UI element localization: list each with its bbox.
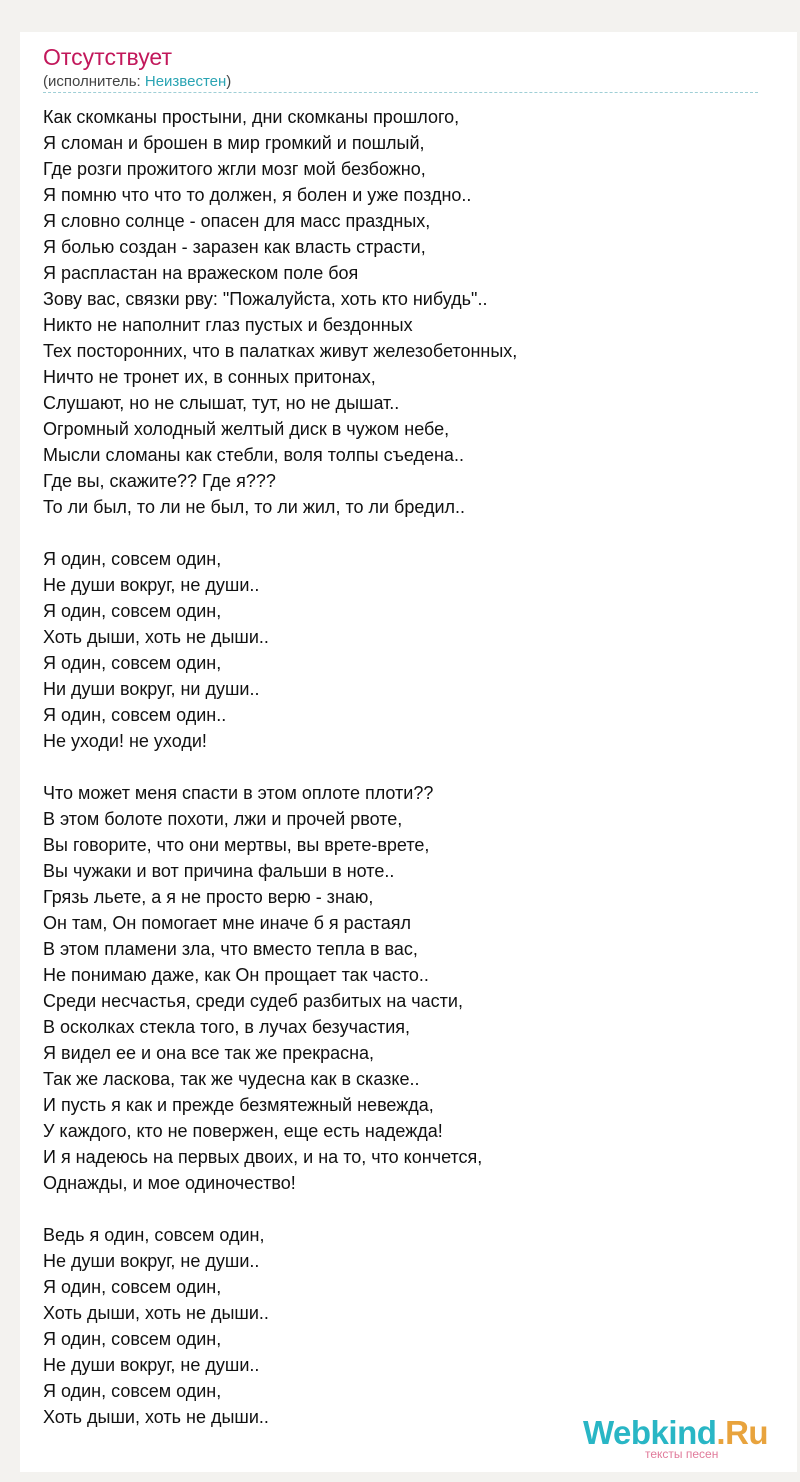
logo-brand: Webkind — [583, 1414, 717, 1451]
song-title: Отсутствует — [43, 44, 172, 70]
lyric-line: Не уходи! не уходи! — [43, 731, 207, 751]
lyric-line: Тех посторонних, что в палатках живут железобетонных, — [43, 341, 518, 361]
lyrics-stanza — [43, 546, 763, 754]
lyric-line: Я один, совсем один, — [43, 601, 222, 621]
lyric-line: Я один, совсем один, — [43, 549, 222, 569]
lyric-line: И я надеюсь на первых двоих, и на то, что кончется, — [43, 1147, 483, 1167]
logo-tagline: тексты песен — [645, 1447, 719, 1461]
lyric-line: У каждого, кто не повержен, еще есть надежда! — [43, 1121, 443, 1141]
lyric-line: Где розги прожитого жгли мозг мой безбожно, — [43, 159, 426, 179]
lyric-line: Мысли сломаны как стебли, воля толпы съедена.. — [43, 445, 464, 465]
lyric-line: Однажды, и мое одиночество! — [43, 1173, 296, 1193]
artist-link[interactable]: Неизвестен — [144, 73, 227, 90]
artist-prefix: (исполнитель: — [43, 73, 145, 90]
lyric-line: Я помню что что то должен, я болен и уже поздно.. — [43, 185, 472, 205]
lyric-line: Хоть дыши, хоть не дыши.. — [43, 1407, 269, 1427]
lyric-line: Он там, Он помогает мне иначе б я растаял — [43, 913, 412, 933]
lyric-line: Хоть дыши, хоть не дыши.. — [43, 627, 269, 647]
lyric-line: Среди несчастья, среди судеб разбитых на части, — [43, 991, 463, 1011]
lyric-line: И пусть я как и прежде безмятежный невежда, — [43, 1095, 434, 1115]
lyric-line: Не души вокруг, не души.. — [43, 575, 260, 595]
lyric-line: Не понимаю даже, как Он прощает так часто.. — [43, 965, 429, 985]
lyric-line: Грязь льете, а я не просто верю - знаю, — [43, 887, 374, 907]
lyric-line: Ведь я один, совсем один, — [43, 1225, 265, 1245]
webkind-logo — [583, 1413, 783, 1461]
lyric-line: Я один, совсем один, — [43, 1381, 222, 1401]
lyric-line: Что может меня спасти в этом оплоте плоти?? — [43, 783, 434, 803]
lyric-line: Я один, совсем один, — [43, 653, 222, 673]
lyric-line: Ни души вокруг, ни души.. — [43, 679, 260, 699]
lyric-line: Не души вокруг, не души.. — [43, 1251, 260, 1271]
lyric-line: Я сломан и брошен в мир громкий и пошлый, — [43, 133, 425, 153]
lyrics-body — [43, 104, 763, 1430]
lyric-line: Я один, совсем один, — [43, 1329, 222, 1349]
lyric-line: Ничто не тронет их, в сонных притонах, — [43, 367, 376, 387]
lyric-line: Я один, совсем один, — [43, 1277, 222, 1297]
logo-tld: .Ru — [716, 1414, 769, 1451]
lyric-line: В этом пламени зла, что вместо тепла в вас, — [43, 939, 418, 959]
lyric-line: Слушают, но не слышат, тут, но не дышат.. — [43, 393, 400, 413]
lyric-line: Я распластан на вражеском поле боя — [43, 263, 359, 283]
lyrics-stanza — [43, 104, 763, 520]
lyric-line: В этом болоте похоти, лжи и прочей рвоте, — [43, 809, 403, 829]
lyric-line: То ли был, то ли не был, то ли жил, то ли бредил.. — [43, 497, 466, 517]
lyric-line: Я словно солнце - опасен для масс праздных, — [43, 211, 431, 231]
lyric-line: Я видел ее и она все так же прекрасна, — [43, 1043, 375, 1063]
lyrics-stanza — [43, 780, 763, 1196]
lyric-line: Где вы, скажите?? Где я??? — [43, 471, 276, 491]
lyric-line: Хоть дыши, хоть не дыши.. — [43, 1303, 269, 1323]
lyric-line: Вы чужаки и вот причина фальши в ноте.. — [43, 861, 395, 881]
title-divider — [43, 92, 758, 93]
lyric-line: Как скомканы простыни, дни скомканы прошлого, — [43, 107, 460, 127]
lyric-line: Никто не наполнит глаз пустых и бездонных — [43, 315, 413, 335]
lyric-line: Зову вас, связки рву: "Пожалуйста, хоть кто нибудь".. — [43, 289, 488, 309]
lyric-line: Вы говорите, что они мертвы, вы врете-врете, — [43, 835, 430, 855]
artist-line — [43, 72, 231, 92]
lyric-line: Так же ласкова, так же чудесна как в сказке.. — [43, 1069, 420, 1089]
lyric-line: Я болью создан - заразен как власть страсти, — [43, 237, 426, 257]
lyrics-stanza — [43, 1222, 763, 1430]
lyric-line: Огромный холодный желтый диск в чужом небе, — [43, 419, 450, 439]
lyric-line: Я один, совсем один.. — [43, 705, 227, 725]
lyric-line: Не души вокруг, не души.. — [43, 1355, 260, 1375]
artist-suffix: ) — [226, 73, 232, 90]
lyric-line: В осколках стекла того, в лучах безучастия, — [43, 1017, 411, 1037]
